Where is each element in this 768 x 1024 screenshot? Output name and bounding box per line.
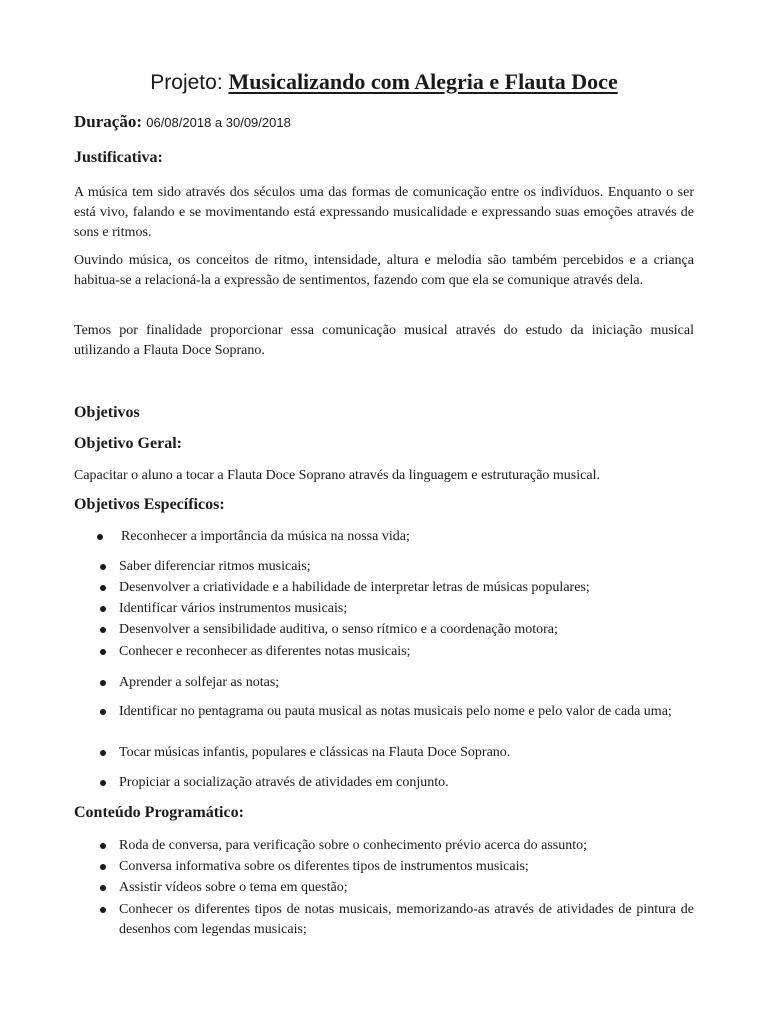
justificativa-paragraph-3: Temos por finalidade proporcionar essa comunicação musical através do estudo da iniciação musical utilizando a Flauta Doce Soprano. — [74, 323, 694, 358]
list-item — [74, 642, 694, 662]
duracao-label: Duração: — [74, 112, 142, 131]
bullet-icon — [100, 885, 106, 891]
list-item — [74, 620, 694, 640]
list-item — [74, 878, 694, 898]
list-item — [74, 578, 694, 598]
list-item — [74, 900, 694, 940]
list-item — [74, 599, 694, 619]
duracao-value: 06/08/2018 a 30/09/2018 — [146, 115, 291, 130]
bullet-icon — [100, 843, 106, 849]
bullet-icon — [100, 649, 106, 655]
bullet-icon — [100, 585, 106, 591]
list-item-text: Identificar no pentagrama ou pauta musical as notas musicais pelo nome e pelo valor de cada uma; — [119, 704, 672, 719]
title-prefix: Projeto: — [150, 71, 229, 94]
bullet-icon — [100, 627, 106, 633]
conteudo-heading: Conteúdo Programático: — [74, 804, 244, 821]
bullet-icon — [100, 780, 106, 786]
justificativa-paragraph-2: Ouvindo música, os conceitos de ritmo, intensidade, altura e melodia são também percebidos e a criança habitua-se a relacioná-la a expressão de sentimentos, fazendo com que ela se comunique através dela. — [74, 253, 694, 288]
document-title — [74, 68, 694, 97]
justificativa-paragraph-1: A música tem sido através dos séculos uma das formas de comunicação entre os indivíduos. Enquanto o ser está vivo, falando e se movimentando está expressando musicalidade e expressando suas emoções através de sons e ritmos. — [74, 185, 694, 240]
objetivo-geral-text: Capacitar o aluno a tocar a Flauta Doce Soprano através da linguagem e estruturação musical. — [74, 468, 600, 483]
bullet-icon — [100, 750, 106, 756]
bullet-icon — [100, 907, 106, 913]
title-main: Musicalizando com Alegria e Flauta Doce — [228, 69, 618, 94]
list-item-text: Reconhecer a importância da música na nossa vida; — [121, 529, 410, 544]
bullet-icon — [100, 709, 106, 715]
list-item — [74, 557, 694, 577]
objetivos-heading: Objetivos — [74, 404, 140, 421]
list-item-text: Aprender a solfejar as notas; — [119, 675, 280, 690]
objetivo-geral-heading: Objetivo Geral: — [74, 435, 182, 452]
justificativa-heading: Justificativa: — [74, 149, 163, 166]
list-item-text: Desenvolver a sensibilidade auditiva, o senso rítmico e a coordenação motora; — [119, 622, 558, 637]
list-item-text: Identificar vários instrumentos musicais; — [119, 601, 348, 616]
list-item-text: Conhecer os diferentes tipos de notas musicais, memorizando-as através de atividades de pintura de desenhos com legendas musicais; — [119, 902, 694, 937]
bullet-icon — [100, 564, 106, 570]
list-item — [74, 857, 694, 877]
list-item — [74, 702, 694, 722]
bullet-icon — [97, 534, 103, 540]
bullet-icon — [100, 606, 106, 612]
list-item-text: Propiciar a socialização através de atividades em conjunto. — [119, 775, 449, 790]
list-item-text: Conhecer e reconhecer as diferentes notas musicais; — [119, 644, 411, 659]
objetivos-especificos-heading: Objetivos Específicos: — [74, 496, 225, 513]
list-item-text: Roda de conversa, para verificação sobre o conhecimento prévio acerca do assunto; — [119, 838, 588, 853]
bullet-icon — [100, 864, 106, 870]
duracao-line — [74, 111, 291, 134]
list-item — [74, 773, 694, 793]
list-item-text: Conversa informativa sobre os diferentes tipos de instrumentos musicais; — [119, 859, 529, 874]
list-item-text: Tocar músicas infantis, populares e clássicas na Flauta Doce Soprano. — [119, 745, 511, 760]
list-item — [74, 527, 694, 547]
list-item-text: Assistir vídeos sobre o tema em questão; — [119, 880, 348, 895]
list-item — [74, 673, 694, 693]
bullet-icon — [100, 680, 106, 686]
list-item — [74, 836, 694, 856]
list-item-text: Desenvolver a criatividade e a habilidade de interpretar letras de músicas populares; — [119, 580, 590, 595]
list-item-text: Saber diferenciar ritmos musicais; — [119, 559, 311, 574]
list-item — [74, 743, 694, 763]
